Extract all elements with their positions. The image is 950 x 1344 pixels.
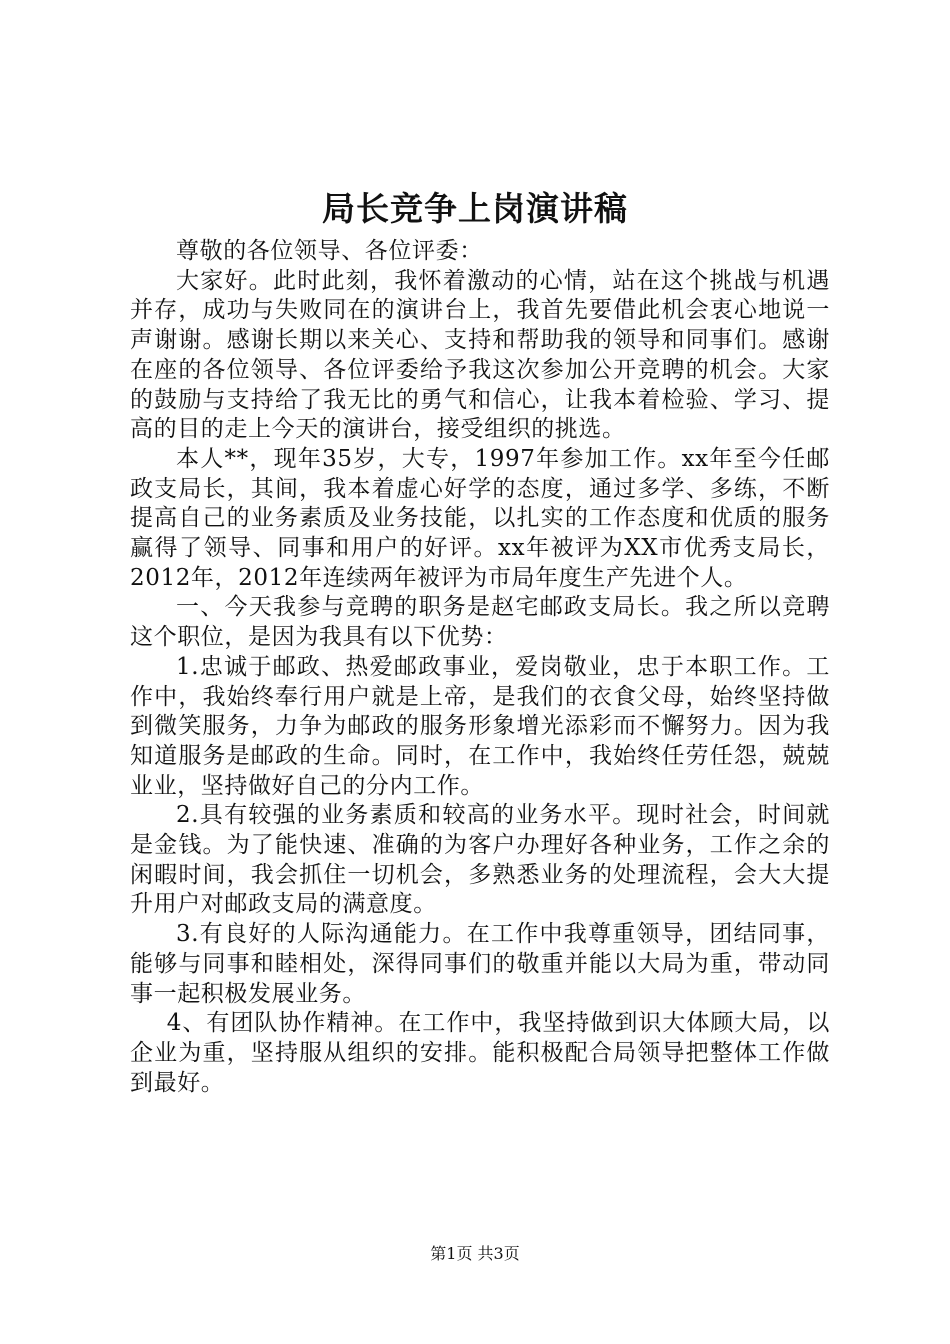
advantage-item-3: 3.有良好的人际沟通能力。在工作中我尊重领导，团结同事，能够与同事和睦相处，深得同事们的敬重并能以大局为重，带动同事一起积极发展业务。 [130,921,830,1007]
document-title: 局长竞争上岗演讲稿 [322,189,628,228]
greeting-paragraph: 大家好。此时此刻，我怀着激动的心情，站在这个挑战与机遇并存，成功与失败同在的演讲台上，我首先要借此机会衷心地说一声谢谢。感谢长期以来关心、支持和帮助我的领导和同事们。感谢在座的各位领导、各位评委给予我这次参加公开竞聘的机会。大家的鼓励与支持给了我无比的勇气和信心，让我本着检验、学习、提高的目的走上今天的演讲台，接受组织的挑选。 [130,267,830,443]
advantage-item-4: 4、有团队协作精神。在工作中，我坚持做到识大体顾大局，以企业为重，坚持服从组织的安排。能积极配合局领导把整体工作做到最好。 [130,1010,830,1096]
page-number-indicator: 第1页 共3页 [430,1244,520,1263]
page-footer [0,1243,950,1265]
position-paragraph: 一、今天我参与竞聘的职务是赵宅邮政支局长。我之所以竞聘这个职位，是因为我具有以下优势： [130,594,830,651]
salutation-paragraph: 尊敬的各位领导、各位评委： [176,238,483,264]
self-introduction-paragraph: 本人**，现年35岁，大专，1997年参加工作。xx年至今任邮政支局长，其间，我本着虚心好学的态度，通过多学、多练，不断提高自己的业务素质及业务技能，以扎实的工作态度和优质的服务赢得了领导、同事和用户的好评。xx年被评为XX市优秀支局长，2012年，2012年连续两年被评为市局年度生产先进个人。 [130,445,830,591]
advantage-item-2: 2.具有较强的业务素质和较高的业务水平。现时社会，时间就是金钱。为了能快速、准确的为客户办理好各种业务，工作之余的闲暇时间，我会抓住一切机会，多熟悉业务的处理流程，会大大提升用户对邮政支局的满意度。 [130,802,830,918]
advantage-item-1: 1.忠诚于邮政、热爱邮政事业，爱岗敬业，忠于本职工作。工作中，我始终奉行用户就是上帝，是我们的衣食父母，始终坚持做到微笑服务，力争为邮政的服务形象增光添彩而不懈努力。因为我知道服务是邮政的生命。同时，在工作中，我始终任劳任怨，兢兢业业，坚持做好自己的分内工作。 [130,653,830,799]
document-body [130,237,830,1098]
